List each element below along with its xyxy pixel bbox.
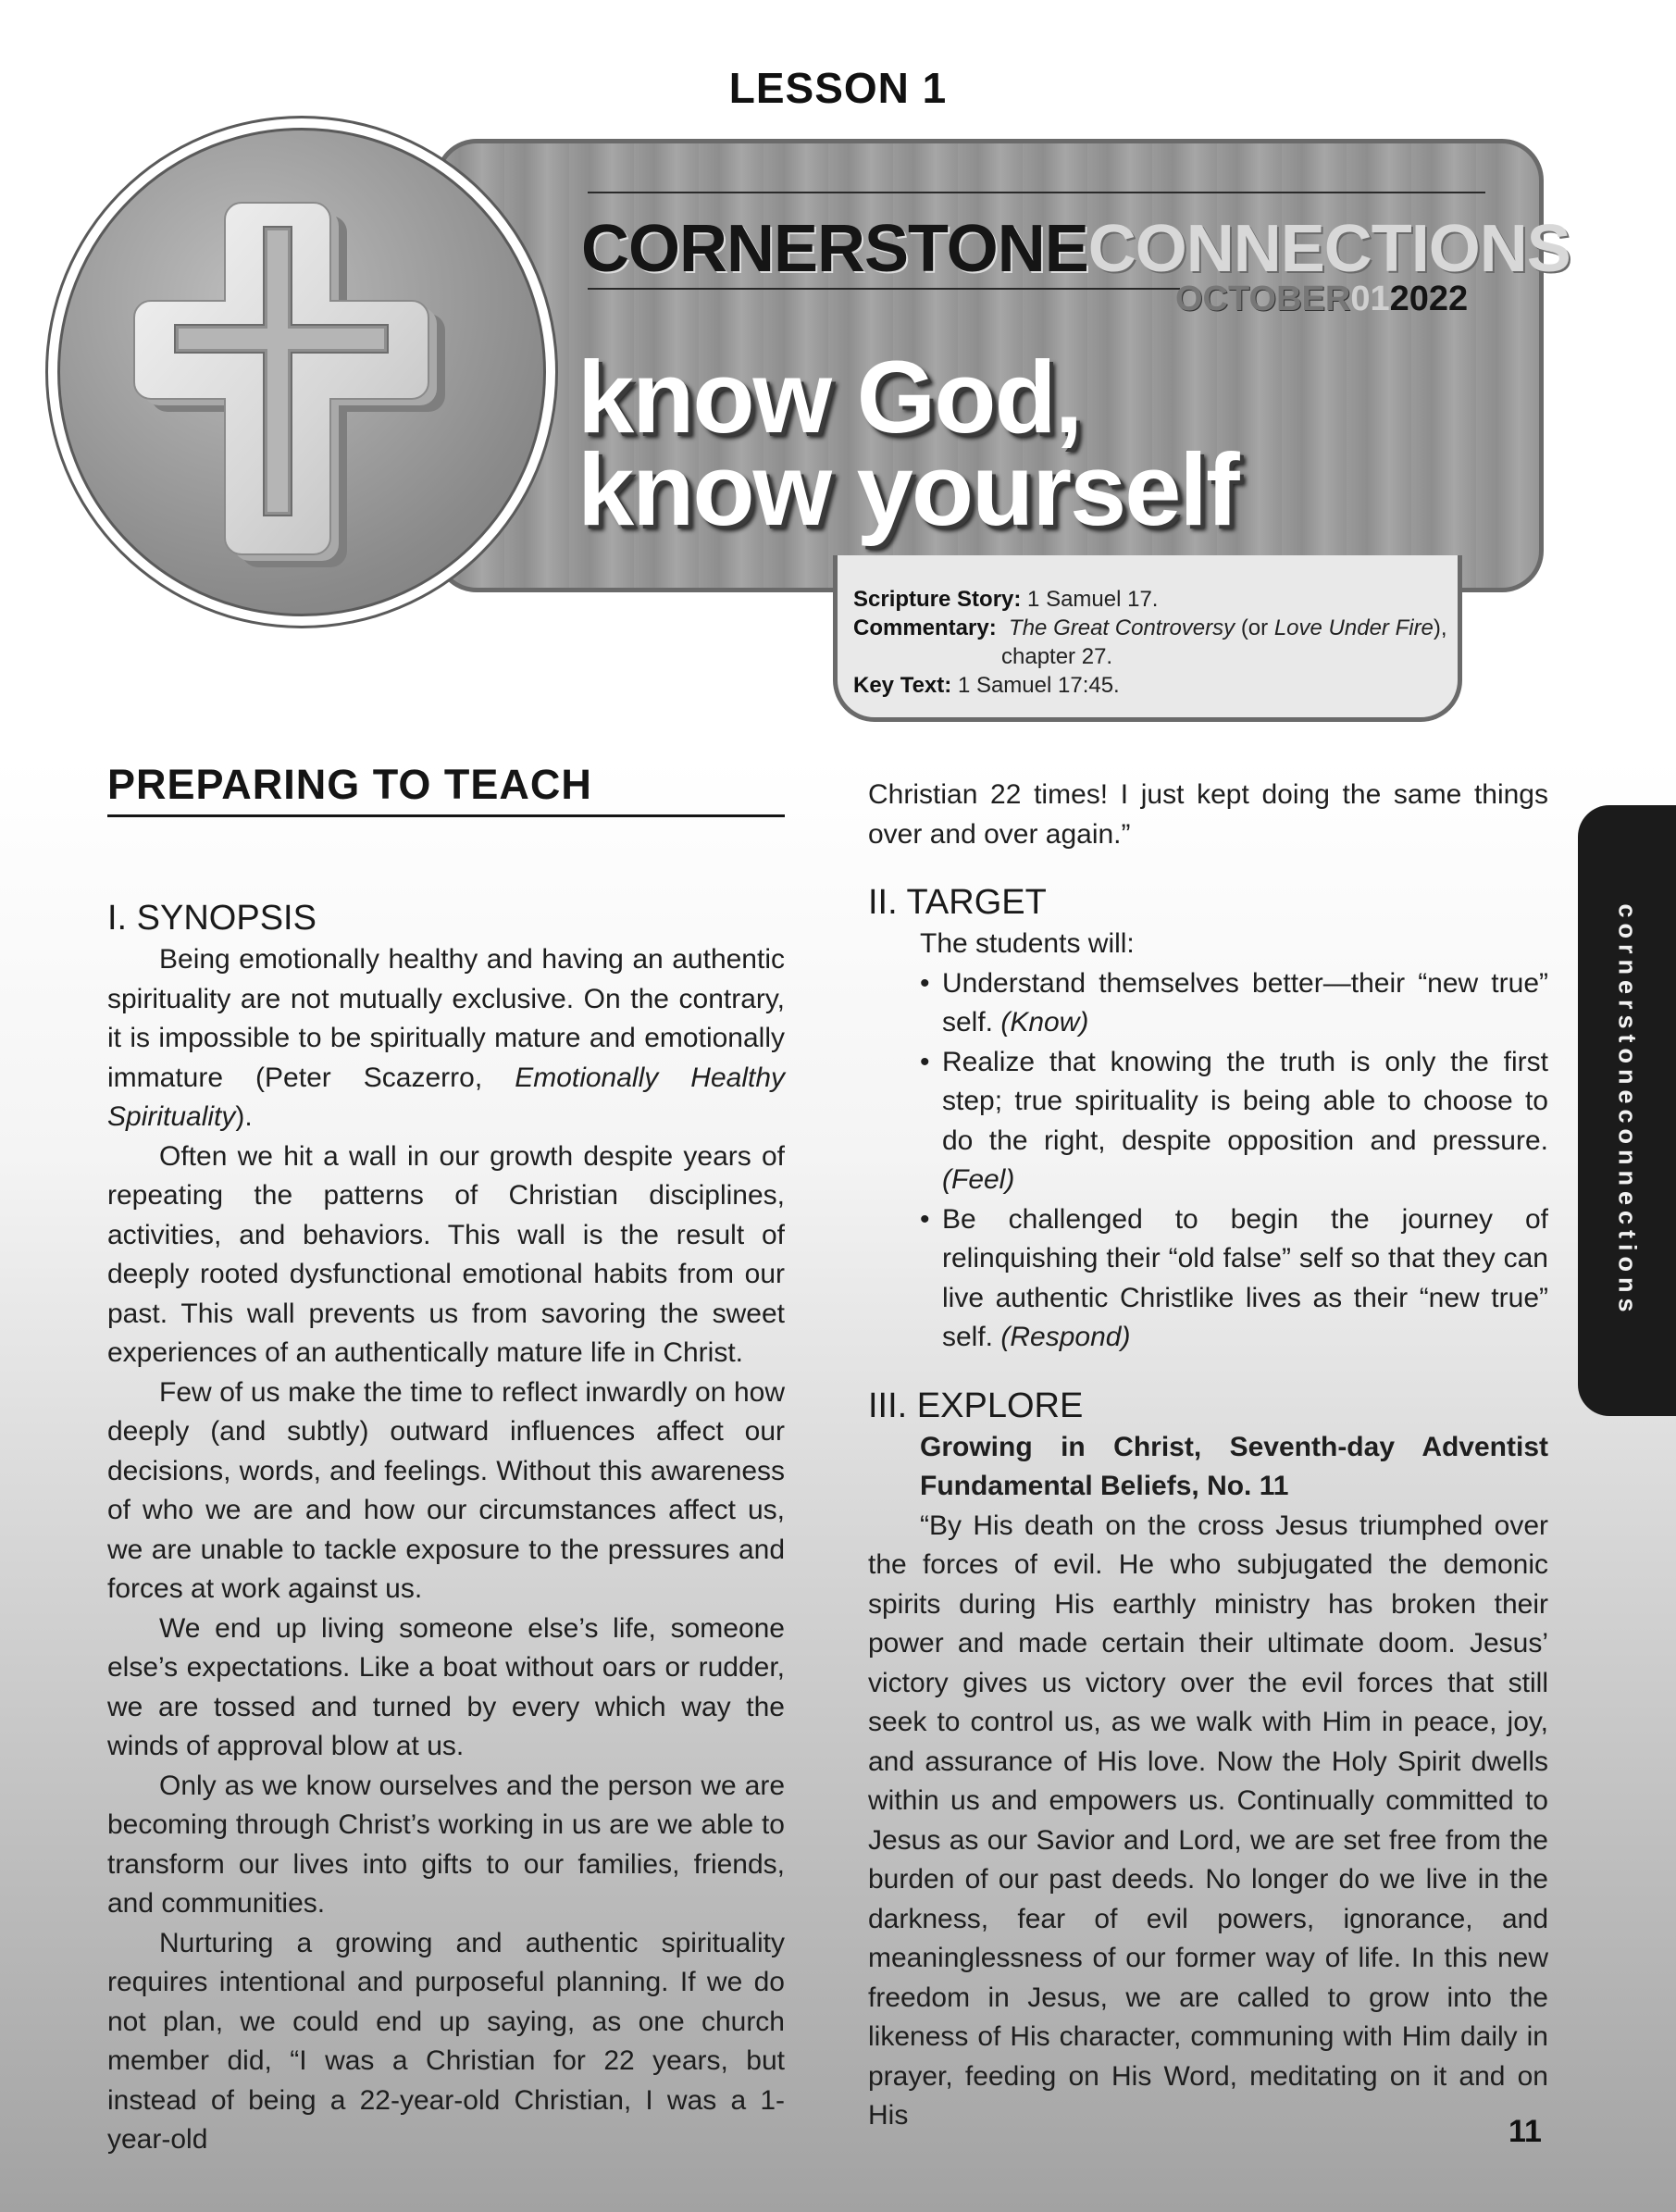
commentary-title-2: Love Under Fire: [1273, 615, 1434, 640]
bullet-tag: (Know): [1000, 1007, 1089, 1038]
date-day: 01: [1350, 280, 1390, 318]
commentary-title-1: The Great Controversy: [1009, 615, 1235, 640]
side-tab-label: cornerstoneconnections: [1613, 903, 1642, 1318]
commentary-line: [853, 614, 1447, 642]
commentary-or: (or: [1240, 615, 1269, 640]
book-title: Emotionally Healthy Spirituality: [107, 1062, 786, 1132]
target-list: [868, 964, 1548, 1358]
left-column: [107, 896, 785, 2160]
bullet-text: Understand themselves better—their “new true” self.: [942, 967, 1548, 1038]
keytext-value: 1 Samuel 17:45.: [957, 673, 1120, 698]
right-column: [868, 776, 1548, 2136]
keytext-label: Key Text:: [853, 673, 952, 698]
brand-title: [581, 211, 1570, 287]
brand-part-1: CORNERSTONE: [581, 212, 1088, 286]
brand-part-2: CONNECTIONS: [1087, 212, 1570, 286]
target-intro: The students will:: [920, 928, 1135, 959]
synopsis-paragraph: Few of us make the time to reflect inwardly on how deeply (and subtly) outward influences affect our decisions, words, and feelings. Without this awareness of who we are and how our circumstances affect us, we are unable to tackle exposure to the pressures and forces at work against us.: [107, 1376, 785, 1604]
lesson-label: LESSON 1: [728, 64, 948, 112]
synopsis-continuation: Christian 22 times! I just kept doing the same things over and over again.”: [868, 779, 1548, 850]
synopsis-paragraph: [107, 940, 785, 1137]
commentary-chapter: chapter 27.: [1001, 644, 1113, 669]
main-heading: PREPARING TO TEACH: [107, 761, 785, 817]
bullet-tag: (Feel): [942, 1164, 1015, 1195]
scripture-value: 1 Samuel 17.: [1027, 587, 1159, 612]
bullet-tag: (Respond): [1000, 1322, 1131, 1352]
issue-date: [1175, 280, 1468, 319]
explore-paragraph: “By His death on the cross Jesus triumphed over the forces of evil. He who subjugated the demonic spirits during His earthly ministry has broken their power and made certain their ultimate doom. Jesus’ victory gives us victory over the evil forces that still seek to control us, as we walk with Him in peace, joy, and assurance of His love. Now the Holy Spirit dwells within us and empowers us. Continually committed to Jesus as our Savior and Lord, we are set free from the burden of our past deeds. No longer do we live in the darkness, fear of evil powers, ignorance, and meaninglessness of our former way of life. In this new freedom in Jesus, we are called to grow into the likeness of His character, communing with Him daily in prayer, feeding on His Word, meditating on it and on His: [868, 1510, 1548, 2131]
bullet-text: Realize that knowing the truth is only the first step; true spirituality is being able to choose to do the right, despite opposition and pressure.: [942, 1046, 1548, 1156]
bullet-text: Be challenged to begin the journey of relinquishing their “old false” self so that they can live authentic Christlike lives as their “new true” self.: [942, 1203, 1548, 1352]
target-heading: II. TARGET: [868, 883, 1047, 922]
date-year: 2022: [1389, 280, 1469, 318]
scripture-label: Scripture Story:: [853, 587, 1022, 612]
synopsis-paragraph: Only as we know ourselves and the person we are becoming through Christ’s working in us are we able to transform our lives into gifts to our families, friends, and communities.: [107, 1770, 785, 1919]
emblem-circle: [57, 128, 546, 616]
keytext-line: [853, 671, 1447, 700]
list-item: [868, 1200, 1548, 1358]
banner-rule: [588, 192, 1485, 193]
scripture-line: [853, 585, 1447, 614]
cross-icon: [60, 130, 546, 616]
synopsis-paragraph: We end up living someone else’s life, someone else’s expectations. Like a boat without oars or rudder, we are tossed and turned by every which way the winds of approval blow at us.: [107, 1612, 785, 1761]
commentary-label: Commentary:: [853, 615, 997, 640]
synopsis-paragraph: Often we hit a wall in our growth despite years of repeating the patterns of Christian disciplines, activities, and behaviors. This wall is the result of deeply rooted dysfunctional emotional habits from our past. This wall prevents us from savoring the sweet experiences of an authentically mature life in Christ.: [107, 1140, 785, 1368]
date-month: OCTOBER: [1175, 280, 1351, 318]
headline-line-1: know God,: [577, 341, 1082, 454]
emblem: [48, 118, 555, 626]
list-item: [868, 964, 1548, 1043]
explore-heading: III. EXPLORE: [868, 1386, 1084, 1425]
headline-line-2: know yourself: [577, 433, 1238, 547]
synopsis-paragraph: Nurturing a growing and authentic spirituality requires intentional and purposeful planning. If we do not plan, we could end up saying, as one church member did, “I was a Christian for 22 years, but instead of being a 22-year-old Christian, I was a 1-year-old: [107, 1927, 785, 2155]
synopsis-p1-end: ).: [235, 1101, 253, 1132]
banner-rule: [588, 288, 1180, 290]
lesson-references: [853, 585, 1447, 700]
list-item: [868, 1043, 1548, 1200]
explore-subheading: Growing in Christ, Seventh-day Adventist Fundamental Beliefs, No. 11: [920, 1431, 1548, 1501]
synopsis-heading: I. SYNOPSIS: [107, 899, 317, 938]
synopsis-p1-text: Being emotionally healthy and having an authentic spirituality are not mutually exclusive. On the contrary, it is impossible to be spiritually mature and emotionally immature (Peter Scazerro,: [107, 944, 785, 1093]
page-number: 11: [1508, 2114, 1542, 2149]
lesson-headline: [577, 341, 1238, 547]
commentary-close: ),: [1433, 615, 1447, 640]
